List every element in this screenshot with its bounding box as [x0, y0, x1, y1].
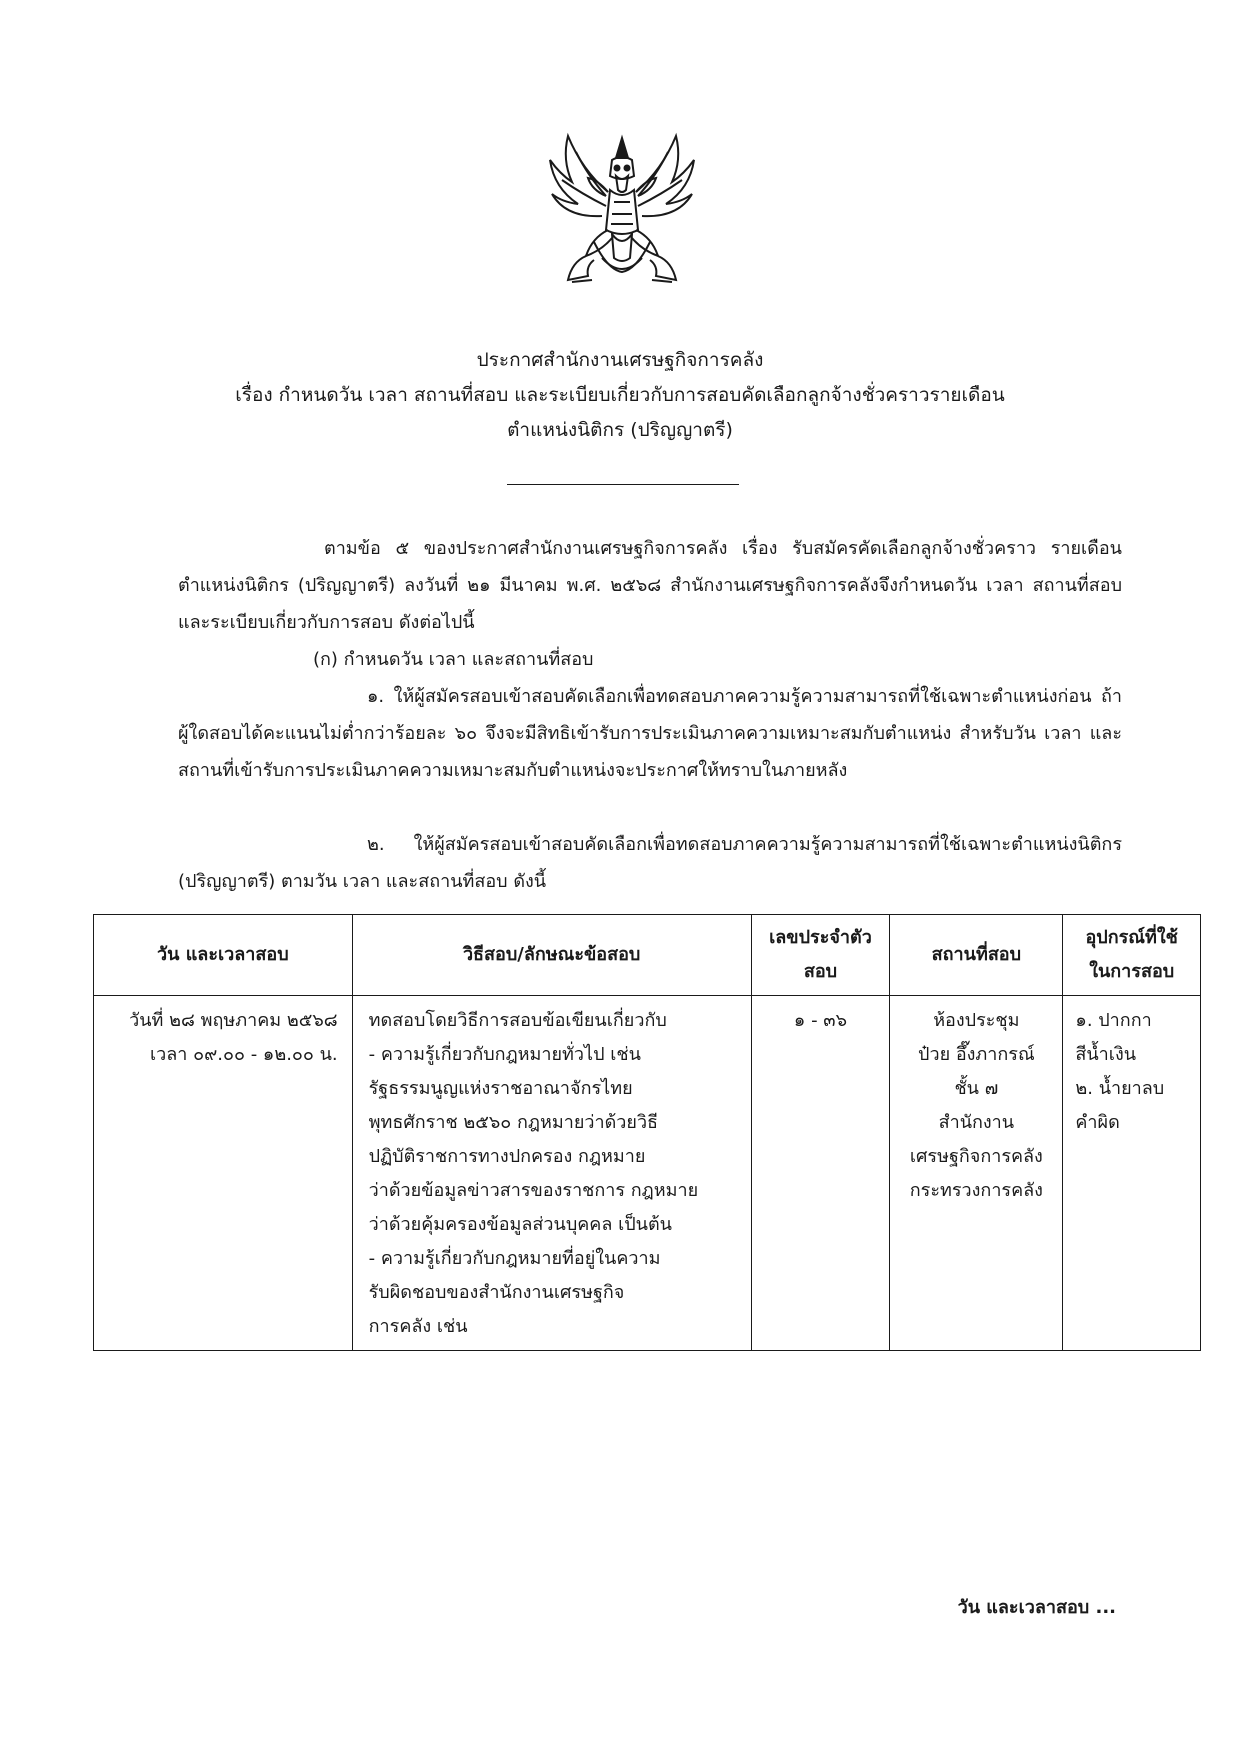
garuda-emblem-icon: [532, 130, 712, 300]
equipment-line: คำผิด: [1075, 1112, 1120, 1133]
method-line: - ความรู้เกี่ยวกับกฎหมายทั่วไป เช่น: [368, 1044, 641, 1065]
header-number-line-2: สอบ: [803, 961, 838, 982]
cell-date: [94, 996, 353, 1351]
cell-place: [890, 996, 1063, 1351]
method-line: รับผิดชอบของสำนักงานเศรษฐกิจ: [368, 1282, 625, 1303]
title-line-3: ตำแหน่งนิติกร (ปริญญาตรี): [507, 419, 733, 441]
cell-equipment: [1063, 996, 1201, 1351]
method-line: ว่าด้วยคุ้มครองข้อมูลส่วนบุคคล เป็นต้น: [368, 1214, 672, 1235]
header-equipment-line-1: อุปกรณ์ที่ใช้: [1085, 927, 1178, 948]
equipment-line: ๒. น้ำยาลบ: [1075, 1078, 1165, 1099]
method-line: ว่าด้วยข้อมูลข่าวสารของราชการ กฎหมาย: [368, 1180, 699, 1201]
place-line: เศรษฐกิจการคลัง: [909, 1146, 1043, 1167]
continuation-note: วัน และเวลาสอบ ...: [957, 1597, 1116, 1618]
item-1-paragraph: ๑. ให้ผู้สมัครสอบเข้าสอบคัดเลือกเพื่อทดสอบภาคความรู้ความสามารถที่ใช้เฉพาะตำแหน่งก่อน ถ้าผู้ใดสอบได้คะแนนไม่ต่ำกว่าร้อยละ ๖๐ จึงจะมีสิทธิเข้ารับการประเมินภาคความเหมาะสมกับตำแหน่ง สำหรับวัน เวลา และสถานที่เข้ารับการประเมินภาคความเหมาะสมกับตำแหน่งจะประกาศให้ทราบในภายหลัง: [178, 686, 1122, 781]
header-date: วัน และเวลาสอบ: [94, 915, 353, 996]
place-line: ห้องประชุม: [933, 1010, 1020, 1031]
title-line-1: ประกาศสำนักงานเศรษฐกิจการคลัง: [476, 349, 764, 371]
title-divider: [507, 484, 739, 485]
header-equipment-line-2: ในการสอบ: [1089, 961, 1175, 982]
method-line: รัฐธรรมนูญแห่งราชอาณาจักรไทย: [368, 1078, 633, 1099]
date-line-2: เวลา ๐๙.๐๐ - ๑๒.๐๐ น.: [149, 1044, 338, 1065]
method-line: พุทธศักราช ๒๕๖๐ กฎหมายว่าด้วยวิธี: [368, 1112, 659, 1133]
date-line-1: วันที่ ๒๘ พฤษภาคม ๒๕๖๘: [129, 1010, 338, 1031]
method-line: การคลัง เช่น: [368, 1316, 468, 1337]
title-line-2: เรื่อง กำหนดวัน เวลา สถานที่สอบ และระเบียบเกี่ยวกับการสอบคัดเลือกลูกจ้างชั่วคราวรายเดือน: [235, 384, 1005, 406]
method-line: - ความรู้เกี่ยวกับกฎหมายที่อยู่ในความ: [368, 1248, 661, 1269]
item-2-paragraph: ๒. ให้ผู้สมัครสอบเข้าสอบคัดเลือกเพื่อทดสอบภาคความรู้ความสามารถที่ใช้เฉพาะตำแหน่งนิติกร (ปริญญาตรี) ตามวัน เวลา และสถานที่สอบ ดังนี้: [178, 834, 1122, 892]
cell-method: [352, 996, 751, 1351]
table-row: [94, 996, 1201, 1351]
header-method: วิธีสอบ/ลักษณะข้อสอบ: [352, 915, 751, 996]
place-line: ชั้น ๗: [954, 1078, 999, 1099]
exam-schedule-table: [93, 914, 1201, 1351]
equipment-line: สีน้ำเงิน: [1075, 1044, 1137, 1065]
equipment-line: ๑. ปากกา: [1075, 1010, 1152, 1031]
cell-number: ๑ - ๓๖: [751, 996, 890, 1351]
section-a-heading: (ก) กำหนดวัน เวลา และสถานที่สอบ: [313, 649, 594, 670]
table-header-row: [94, 915, 1201, 996]
method-line: ปฏิบัติราชการทางปกครอง กฎหมาย: [368, 1146, 646, 1167]
place-line: ป๋วย อึ๊งภากรณ์: [918, 1044, 1035, 1065]
method-line: ทดสอบโดยวิธีการสอบข้อเขียนเกี่ยวกับ: [368, 1010, 667, 1031]
header-place: สถานที่สอบ: [890, 915, 1063, 996]
header-equipment: [1063, 915, 1201, 996]
place-line: สำนักงาน: [938, 1112, 1015, 1133]
announcement-title: [0, 343, 1240, 448]
intro-paragraph: ตามข้อ ๕ ของประกาศสำนักงานเศรษฐกิจการคลัง เรื่อง รับสมัครคัดเลือกลูกจ้างชั่วคราว รายเดือน ตำแหน่งนิติกร (ปริญญาตรี) ลงวันที่ ๒๑ มีนาคม พ.ศ. ๒๕๖๘ สำนักงานเศรษฐกิจการคลังจึงกำหนดวัน เวลา สถานที่สอบ และระเบียบเกี่ยวกับการสอบ ดังต่อไปนี้: [178, 538, 1122, 633]
header-number-line-1: เลขประจำตัว: [769, 927, 872, 948]
header-number: [751, 915, 890, 996]
place-line: กระทรวงการคลัง: [909, 1180, 1043, 1201]
